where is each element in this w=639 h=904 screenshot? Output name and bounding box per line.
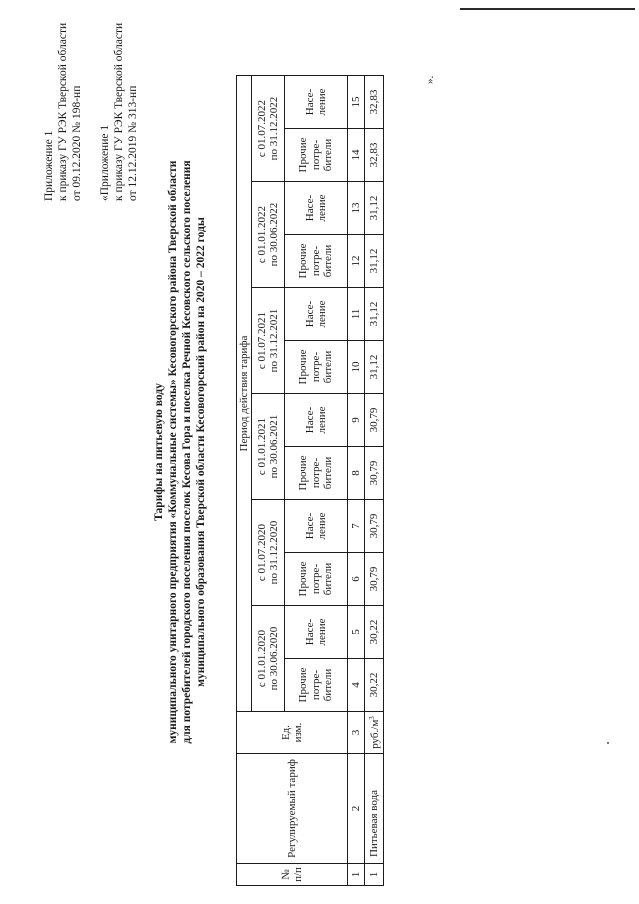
header-population: Насе-ление [285,76,348,129]
column-number: 13 [348,182,365,235]
header-other-consumers: Прочие потре-бители [285,129,348,182]
header-num: № п/п [237,864,348,886]
column-number: 1 [348,864,365,886]
appendix-header-current [42,11,84,201]
header-population: Насе-ление [285,288,348,341]
tariff-value: 30,22 [365,606,384,659]
appendix-line: от 09.12.2020 № 198-нп [71,85,83,201]
appendix-line: от 12.12.2019 № 313-нп [127,85,139,201]
row-tariff-name: Питьевая вода [365,754,384,864]
row-unit: $руб./м^3$ [365,712,384,754]
column-number: 15 [348,76,365,129]
appendix-line: к приказу ГУ РЭК Тверской области [113,22,125,201]
column-number: 11 [348,288,365,341]
header-population: Насе-ление [285,182,348,235]
period-header: с 01.01.2021 по 30.06.2021 [252,394,285,500]
column-number: 9 [348,394,365,447]
header-other-consumers: Прочие потре-бители [285,447,348,500]
header-population: Насе-ление [285,394,348,447]
tariff-table [236,75,384,886]
period-header: с 01.01.2022 по 30.06.2022 [252,182,285,288]
row-num: 1 [365,864,384,886]
tariff-value: 31,12 [365,288,384,341]
tariff-value: 31,12 [365,341,384,394]
period-header: с 01.07.2020 по 31.12.2020 [252,500,285,606]
tariff-value: 31,12 [365,182,384,235]
tariff-value: 31,12 [365,235,384,288]
header-period-group: Период действия тарифа [237,76,252,712]
appendix-header-previous [98,11,140,201]
tariff-value: 32,83 [365,76,384,129]
column-number: 12 [348,235,365,288]
period-header: с 01.01.2020 по 30.06.2020 [252,606,285,712]
column-number: 7 [348,500,365,553]
title-line: муниципального унитарного предприятия «Коммунальные системы» Кесовогорского района Тверской области [167,160,179,744]
title-line: для потребителей городского поселения поселок Кесова Гора и поселка Речной Кесовского сельского поселения [181,160,193,744]
table-header-row [237,76,252,886]
closing-quote-mark: ». [424,75,436,84]
column-number: 8 [348,447,365,500]
column-number: 10 [348,341,365,394]
column-number: 2 [348,754,365,864]
tariff-value: 30,22 [365,659,384,712]
header-other-consumers: Прочие потре-бители [285,341,348,394]
tariff-value: 30,79 [365,447,384,500]
tariff-value: 30,79 [365,500,384,553]
header-population: Насе-ление [285,606,348,659]
header-other-consumers: Прочие потре-бители [285,235,348,288]
tariff-value: 30,79 [365,394,384,447]
appendix-line: Приложение 1 [43,130,55,201]
document-title [152,0,208,904]
period-header: с 01.07.2022 по 31.12.2022 [252,76,285,182]
appendix-line: к приказу ГУ РЭК Тверской области [57,22,69,201]
column-number: 3 [348,712,365,754]
column-number: 4 [348,659,365,712]
header-other-consumers: Прочие потре-бители [285,659,348,712]
column-number: 6 [348,553,365,606]
column-number: 5 [348,606,365,659]
tariff-value: 30,79 [365,553,384,606]
header-tariff: Регулируемый тариф [237,754,348,864]
column-number: 14 [348,129,365,182]
table-row [365,76,384,886]
title-line: Тарифы на питьевую воду [153,383,165,521]
header-other-consumers: Прочие потре-бители [285,553,348,606]
period-header: с 01.07.2021 по 31.12.2021 [252,288,285,394]
table-column-number-row [348,76,365,886]
tariff-value: 32,83 [365,129,384,182]
title-line: муниципального образования Тверской области Кесовогорский район на 2020 – 2022 годы [195,217,207,687]
appendix-line: «Приложение 1 [99,124,111,201]
header-population: Насе-ление [285,500,348,553]
header-unit: Ед. изм. [237,712,348,754]
